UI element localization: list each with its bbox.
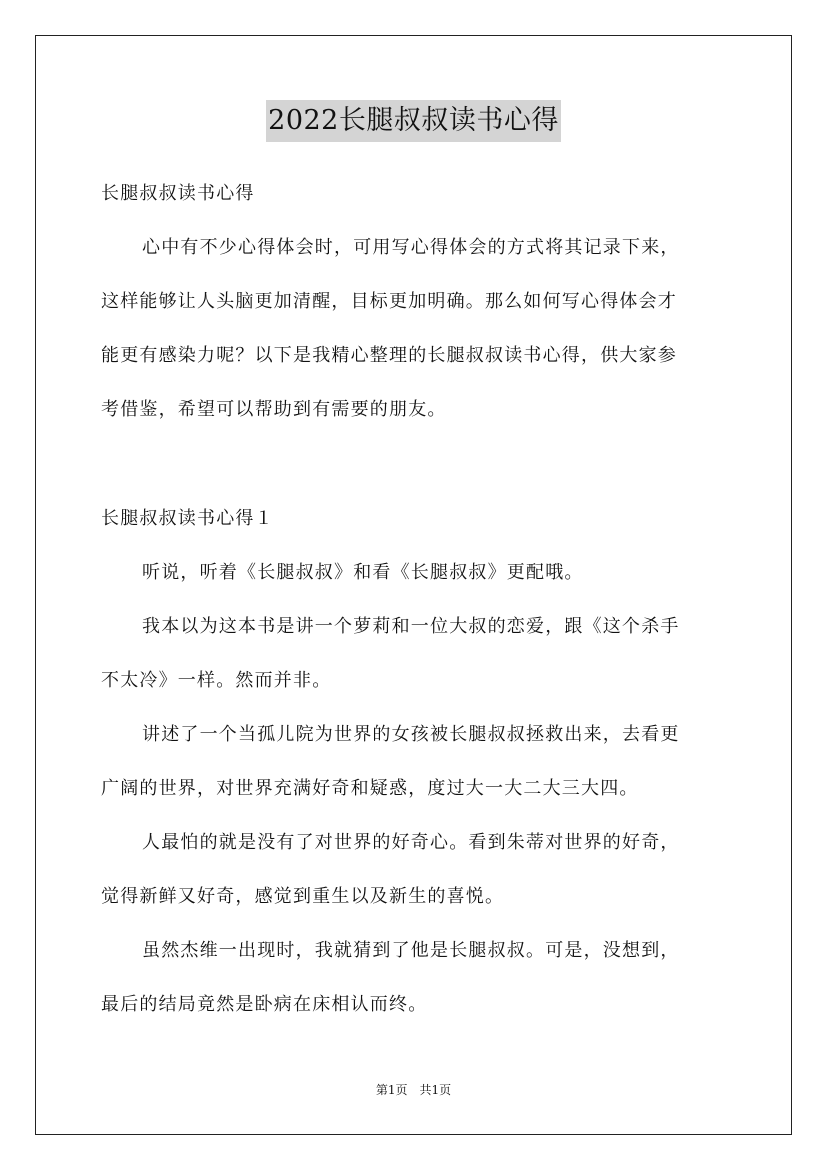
intro-line-4: 考借鉴，希望可以帮助到有需要的朋友。 bbox=[101, 399, 447, 420]
page-footer: 第1页 共1页 bbox=[375, 1083, 452, 1097]
body-line-8: 虽然杰维一出现时，我就猜到了他是长腿叔叔。可是，没想到， bbox=[142, 940, 680, 961]
body-line-6: 人最怕的就是没有了对世界的好奇心。看到朱蒂对世界的好奇， bbox=[142, 832, 680, 853]
document-heading: 长腿叔叔读书心得 bbox=[101, 183, 255, 204]
intro-line-2: 这样能够让人头脑更加清醒，目标更加明确。那么如何写心得体会才 bbox=[101, 291, 677, 312]
document-title: 2022长腿叔叔读书心得 bbox=[266, 100, 561, 142]
body-line-5: 广阔的世界，对世界充满好奇和疑惑，度过大一大二大三大四。 bbox=[101, 778, 639, 799]
body-line-9: 最后的结局竟然是卧病在床相认而终。 bbox=[101, 994, 428, 1015]
intro-line-3: 能更有感染力呢？以下是我精心整理的长腿叔叔读书心得，供大家参 bbox=[101, 345, 677, 366]
body-line-3: 不太冷》一样。然而并非。 bbox=[101, 670, 332, 691]
body-line-4: 讲述了一个当孤儿院为世界的女孩被长腿叔叔拯救出来，去看更 bbox=[142, 724, 680, 745]
title-container bbox=[0, 100, 827, 142]
section-heading: 长腿叔叔读书心得１ bbox=[101, 508, 274, 529]
body-line-7: 觉得新鲜又好奇，感觉到重生以及新生的喜悦。 bbox=[101, 886, 505, 907]
intro-line-1: 心中有不少心得体会时，可用写心得体会的方式将其记录下来， bbox=[142, 237, 680, 258]
body-line-2: 我本以为这本书是讲一个萝莉和一位大叔的恋爱，跟《这个杀手 bbox=[142, 616, 680, 637]
body-line-1: 听说，听着《长腿叔叔》和看《长腿叔叔》更配哦。 bbox=[142, 562, 584, 583]
